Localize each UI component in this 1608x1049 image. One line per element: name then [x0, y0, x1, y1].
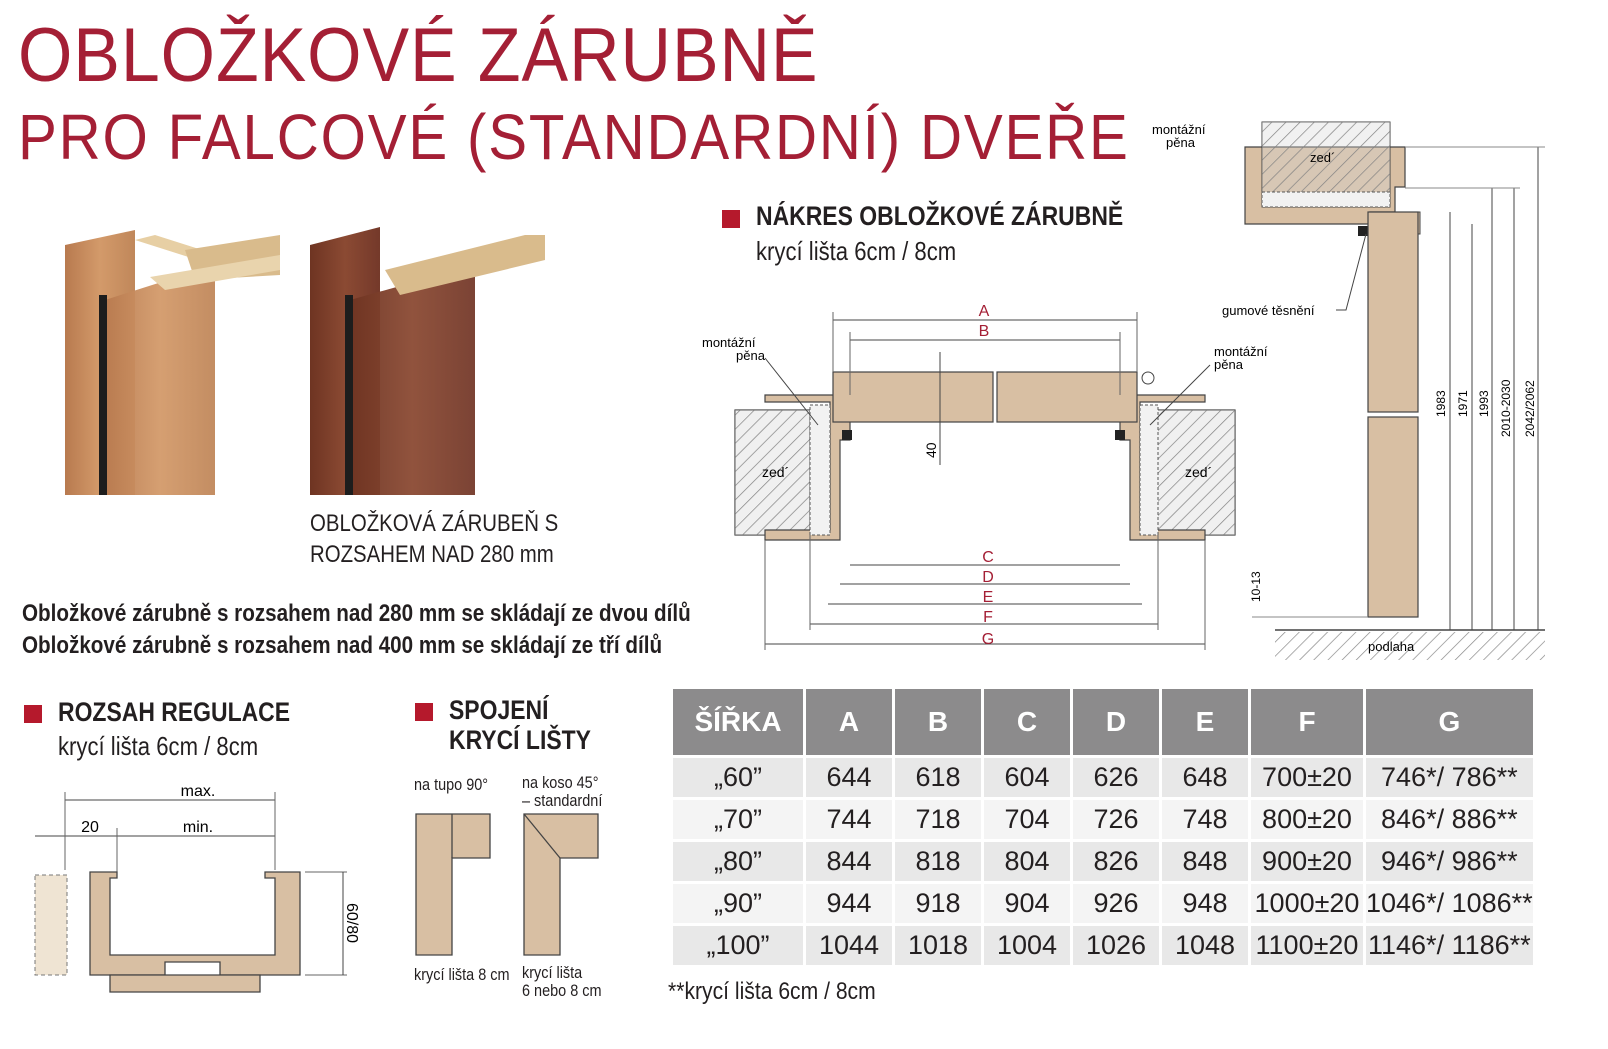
height-2010-2030: 2010-2030 [1499, 379, 1513, 437]
side-foam-label-1: montážní [1152, 122, 1206, 137]
note-two-parts: Obložkové zárubně s rozsahem nad 280 mm se skládají ze dvou dílů [22, 600, 691, 627]
drawing-subheading: krycí lišta 6cm / 8cm [756, 236, 957, 266]
side-foam-label-2: pěna [1166, 135, 1195, 150]
table-cell: 818 [895, 842, 981, 881]
joint-heading-line1: SPOJENÍ [449, 695, 549, 725]
table-cell: „80” [673, 842, 803, 881]
table-header: B [895, 689, 981, 755]
table-cell: 946*/ 986** [1366, 842, 1533, 881]
table-cell: 1004 [984, 926, 1070, 965]
table-row [673, 842, 1533, 881]
table-cell: 618 [895, 758, 981, 797]
table-cell: 1044 [806, 926, 892, 965]
product-photos [55, 215, 565, 515]
miter-joint-label-1: na koso 45° [522, 773, 599, 792]
table-cell: 848 [1162, 842, 1248, 881]
table-cell: 846*/ 886** [1366, 800, 1533, 839]
table-cell: 1018 [895, 926, 981, 965]
head-wall-label: zed´ [1310, 150, 1336, 165]
door-leaf-top [1368, 212, 1418, 412]
table-row [673, 884, 1533, 923]
letter-A: A [978, 303, 990, 320]
table-cell: 1000±20 [1251, 884, 1363, 923]
floor-label: podlaha [1368, 639, 1415, 654]
page-subtitle: PRO FALCOVÉ (STANDARDNÍ) DVEŘE [18, 101, 1130, 173]
page-title: OBLOŽKOVÉ ZÁRUBNĚ [18, 13, 819, 98]
foam-label-left-1: montážní [702, 335, 756, 350]
table-row [673, 758, 1533, 797]
table-cell: 1046*/ 1086** [1366, 884, 1533, 923]
table-footnote: **krycí lišta 6cm / 8cm [668, 978, 876, 1005]
letter-F: F [983, 609, 993, 626]
table-cell: 804 [984, 842, 1070, 881]
table-header: ŠÍŘKA [673, 689, 803, 755]
drawing-heading: NÁKRES OBLOŽKOVÉ ZÁRUBNĚ [756, 201, 1124, 231]
table-header: C [984, 689, 1070, 755]
max-label: max. [180, 783, 216, 800]
table-cell: 900±20 [1251, 842, 1363, 881]
height-2042-2062: 2042/2062 [1523, 380, 1537, 437]
note-three-parts: Obložkové zárubně s rozsahem nad 400 mm se skládají ze tří dílů [22, 632, 663, 659]
letter-E: E [982, 589, 994, 606]
foam-label-right-2: pěna [1214, 357, 1243, 372]
photo-caption [310, 508, 558, 570]
section-square [722, 210, 740, 228]
miter-joint-caption-2: 6 nebo 8 cm [522, 980, 602, 1000]
table-cell: 644 [806, 758, 892, 797]
table-header: A [806, 689, 892, 755]
table-cell: 800±20 [1251, 800, 1363, 839]
table-cell: 1048 [1162, 926, 1248, 965]
table-cell: 726 [1073, 800, 1159, 839]
table-cell: 926 [1073, 884, 1159, 923]
height-1971: 1971 [1456, 390, 1470, 417]
table-cell: 700±20 [1251, 758, 1363, 797]
side-section-drawing [1140, 112, 1600, 672]
min-label: min. [182, 819, 214, 836]
regulation-drawing [25, 780, 375, 1005]
letter-C: C [982, 549, 994, 566]
butt-joint-label: na tupo 90° [414, 775, 489, 794]
walnut-frame-photo [310, 227, 545, 495]
miter-joint-profile [524, 814, 598, 955]
joint-heading-line2: KRYCÍ LIŠTY [449, 724, 591, 755]
table-cell: „90” [673, 884, 803, 923]
door-leaf-right [997, 372, 1137, 422]
table-cell: 1146*/ 1186** [1366, 926, 1533, 965]
table-cell: 918 [895, 884, 981, 923]
table-cell: 948 [1162, 884, 1248, 923]
table-cell: 718 [895, 800, 981, 839]
butt-joint-caption: krycí lišta 8 cm [414, 965, 510, 984]
table-cell: 826 [1073, 842, 1159, 881]
dim-20-label: 20 [81, 819, 99, 836]
photo-caption-line2: ROZSAHEM NAD 280 mm [310, 541, 554, 569]
table-cell: 1026 [1073, 926, 1159, 965]
letter-D: D [982, 569, 994, 586]
miter-joint-caption [522, 964, 602, 1000]
table-header: F [1251, 689, 1363, 755]
table-cell: 648 [1162, 758, 1248, 797]
left-seal [842, 430, 852, 440]
joint-drawing [410, 810, 610, 960]
table-cell: 944 [806, 884, 892, 923]
table-cell: 904 [984, 884, 1070, 923]
table-header: D [1073, 689, 1159, 755]
butt-joint-profile [416, 814, 490, 955]
section-square [415, 703, 433, 721]
letter-G: G [981, 631, 995, 648]
oak-frame-photo [65, 230, 280, 495]
miter-joint-label [522, 774, 602, 810]
table-header: E [1162, 689, 1248, 755]
extension-part [35, 875, 67, 975]
table-cell: „60” [673, 758, 803, 797]
height-1983: 1983 [1434, 390, 1448, 417]
table-cell: 748 [1162, 800, 1248, 839]
table-row [673, 926, 1533, 965]
right-seal [1115, 430, 1125, 440]
letter-B: B [978, 323, 990, 340]
section-square [24, 705, 42, 723]
seal-label: gumové těsnění [1222, 303, 1315, 318]
foam-label-right-1: montážní [1214, 344, 1268, 359]
dim-40: 40 [923, 442, 939, 458]
photo-caption-line1: OBLOŽKOVÁ ZÁRUBEŇ S [310, 510, 559, 537]
height-1993: 1993 [1477, 390, 1491, 417]
table-header: G [1366, 689, 1533, 755]
table-cell: 1100±20 [1251, 926, 1363, 965]
table-row [673, 800, 1533, 839]
table-cell: „70” [673, 800, 803, 839]
regulation-heading: ROZSAH REGULACE [58, 697, 291, 727]
joint-heading [449, 696, 591, 755]
table-cell: 744 [806, 800, 892, 839]
miter-joint-caption-1: krycí lišta [522, 963, 583, 982]
gap-10-13: 10-13 [1249, 571, 1263, 602]
left-foam [810, 405, 830, 535]
door-leaf-left [833, 372, 993, 422]
frame-profile [90, 872, 300, 975]
table-cell: 604 [984, 758, 1070, 797]
table-cell: 844 [806, 842, 892, 881]
left-wall-label: zed´ [762, 464, 790, 480]
table-cell: 704 [984, 800, 1070, 839]
table-header-row [673, 689, 1533, 755]
miter-joint-label-2: – standardní [522, 790, 603, 810]
table-cell: 746*/ 786** [1366, 758, 1533, 797]
table-cell: 626 [1073, 758, 1159, 797]
right-wall-label: zed´ [1185, 464, 1213, 480]
table-cell: „100” [673, 926, 803, 965]
dimensions-table [670, 686, 1536, 968]
door-leaf-bottom [1368, 417, 1418, 617]
foam-label-left-2: pěna [736, 348, 765, 363]
dim-side-label: 60/80 [343, 902, 360, 944]
regulation-subheading: krycí lišta 6cm / 8cm [58, 731, 259, 761]
